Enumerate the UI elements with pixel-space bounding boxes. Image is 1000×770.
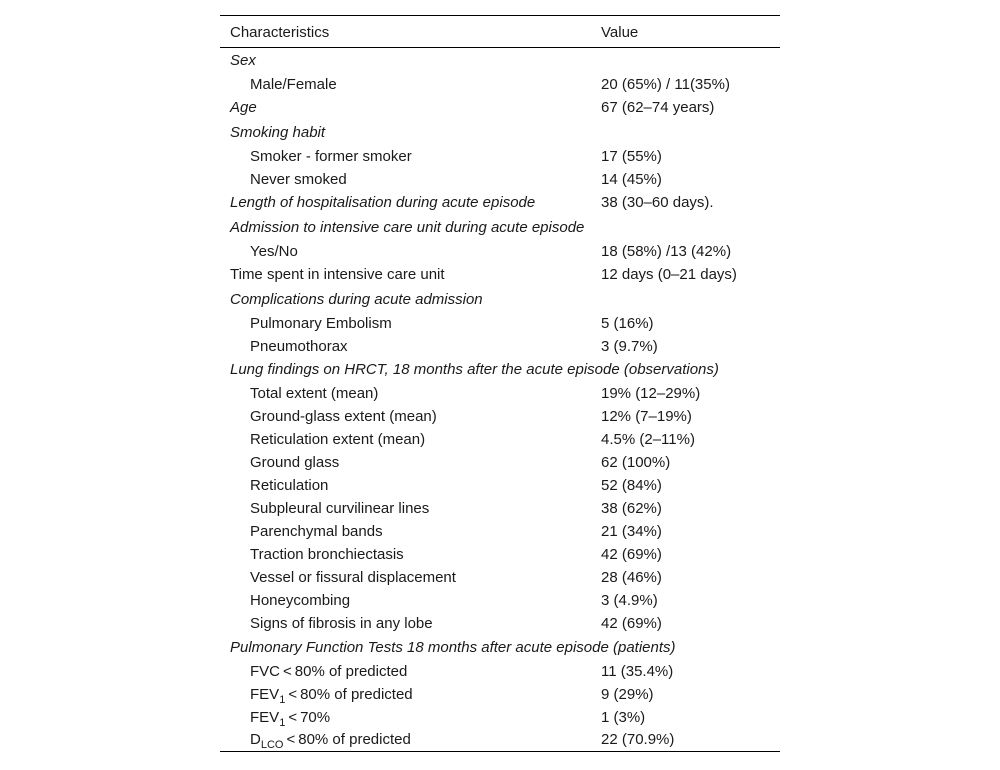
row-value: 4.5% (2–11%) bbox=[601, 431, 695, 448]
row-label: Male/Female bbox=[250, 75, 337, 93]
row-value bbox=[591, 287, 780, 312]
table-row bbox=[220, 520, 780, 543]
row-label: Reticulation extent (mean) bbox=[250, 431, 426, 448]
table-row bbox=[220, 729, 780, 752]
row-label: Vessel or fissural displacement bbox=[250, 569, 456, 586]
section-row-icu-time bbox=[220, 263, 780, 288]
row-label: Pulmonary Function Tests 18 months after acute episode (patients) bbox=[230, 638, 676, 656]
row-value: 17 (55%) bbox=[601, 147, 662, 165]
table-row bbox=[220, 240, 780, 263]
row-value: 9 (29%) bbox=[601, 685, 654, 703]
label-main: FEV bbox=[250, 685, 280, 703]
table-row bbox=[220, 474, 780, 497]
row-label: Reticulation bbox=[250, 477, 329, 494]
row-label: FVC < 80% of predicted bbox=[250, 662, 408, 680]
row-label: Total extent (mean) bbox=[250, 385, 379, 402]
row-value: 3 (9.7%) bbox=[601, 337, 658, 355]
section-row-complications bbox=[220, 287, 780, 312]
table-row bbox=[220, 660, 780, 683]
row-value bbox=[591, 215, 780, 240]
row-label: Honeycombing bbox=[250, 592, 351, 609]
row-value: 14 (45%) bbox=[601, 170, 662, 188]
row-label: Admission to intensive care unit during acute episode bbox=[230, 218, 585, 236]
row-value: 62 (100%) bbox=[601, 454, 671, 471]
row-value: 3 (4.9%) bbox=[601, 592, 658, 609]
label-rest: < 80% of predicted bbox=[285, 685, 413, 703]
row-value: 42 (69%) bbox=[601, 615, 662, 632]
label-rest: < 80% of predicted bbox=[283, 731, 411, 749]
section-row-sex bbox=[220, 48, 780, 73]
section-row-hospitalisation bbox=[220, 191, 780, 216]
table-row bbox=[220, 168, 780, 191]
section-row-age bbox=[220, 96, 780, 121]
row-label: Pulmonary Embolism bbox=[250, 314, 392, 332]
row-label: Smoking habit bbox=[230, 123, 326, 141]
table-header bbox=[220, 16, 780, 48]
section-row-pft bbox=[220, 635, 780, 660]
row-label bbox=[220, 706, 591, 729]
row-label: Signs of fibrosis in any lobe bbox=[250, 615, 433, 632]
row-value: 11 (35.4%) bbox=[601, 662, 674, 680]
row-label: Ground glass bbox=[250, 454, 340, 471]
table-row bbox=[220, 451, 780, 474]
row-label: Complications during acute admission bbox=[230, 290, 483, 308]
row-value: 22 (70.9%) bbox=[601, 731, 675, 749]
table-row bbox=[220, 312, 780, 335]
row-label: Traction bronchiectasis bbox=[250, 546, 404, 563]
row-value: 1 (3%) bbox=[601, 708, 646, 726]
characteristics-table bbox=[220, 15, 780, 752]
row-label: Length of hospitalisation during acute episode bbox=[230, 194, 536, 212]
table-row bbox=[220, 543, 780, 566]
row-value: 67 (62–74 years) bbox=[601, 99, 715, 117]
header-characteristics: Characteristics bbox=[230, 23, 330, 41]
row-value: 42 (69%) bbox=[601, 546, 662, 563]
label-subscript: LCO bbox=[260, 739, 284, 752]
section-row-hrct bbox=[220, 358, 780, 383]
row-label: Age bbox=[230, 99, 257, 117]
table-row bbox=[220, 706, 780, 729]
row-label: Pneumothorax bbox=[250, 337, 348, 355]
row-value: 52 (84%) bbox=[601, 477, 662, 494]
table-row bbox=[220, 589, 780, 612]
table-row bbox=[220, 73, 780, 96]
row-value: 18 (58%) /13 (42%) bbox=[601, 242, 732, 260]
section-row-smoking bbox=[220, 120, 780, 145]
row-value: 19% (12–29%) bbox=[601, 385, 701, 402]
characteristics-table-container bbox=[220, 15, 780, 752]
row-label: Subpleural curvilinear lines bbox=[250, 500, 430, 517]
row-label bbox=[220, 683, 591, 706]
row-label: Smoker - former smoker bbox=[250, 147, 412, 165]
row-label bbox=[220, 729, 591, 752]
row-value bbox=[591, 48, 780, 73]
row-label: Ground-glass extent (mean) bbox=[250, 408, 437, 425]
row-value bbox=[591, 120, 780, 145]
row-value: 12% (7–19%) bbox=[601, 408, 692, 425]
table-row bbox=[220, 497, 780, 520]
row-label: Parenchymal bands bbox=[250, 523, 383, 540]
label-subscript: 1 bbox=[279, 716, 286, 729]
table-row bbox=[220, 382, 780, 405]
label-main: D bbox=[250, 731, 261, 749]
row-label: Lung findings on HRCT, 18 months after the acute episode (observations) bbox=[230, 361, 719, 379]
label-rest: < 70% bbox=[285, 708, 331, 726]
table-row bbox=[220, 405, 780, 428]
row-value: 20 (65%) / 11(35%) bbox=[601, 75, 730, 93]
row-value: 5 (16%) bbox=[601, 314, 654, 332]
header-value: Value bbox=[601, 23, 639, 41]
table-row bbox=[220, 683, 780, 706]
row-value: 38 (62%) bbox=[601, 500, 662, 517]
table-row bbox=[220, 566, 780, 589]
row-value: 12 days (0–21 days) bbox=[601, 266, 737, 284]
row-value: 38 (30–60 days). bbox=[601, 194, 714, 212]
section-row-icu-admission bbox=[220, 215, 780, 240]
row-label: Time spent in intensive care unit bbox=[230, 266, 445, 284]
header-row bbox=[220, 16, 780, 48]
row-value: 21 (34%) bbox=[601, 523, 662, 540]
row-value: 28 (46%) bbox=[601, 569, 662, 586]
table-row bbox=[220, 428, 780, 451]
table-row bbox=[220, 335, 780, 358]
label-subscript: 1 bbox=[279, 693, 286, 706]
row-label: Sex bbox=[230, 51, 256, 69]
row-label: Never smoked bbox=[250, 170, 347, 188]
table-row bbox=[220, 145, 780, 168]
label-main: FEV bbox=[250, 708, 280, 726]
table-row bbox=[220, 612, 780, 635]
table-body bbox=[220, 48, 780, 752]
row-label: Yes/No bbox=[250, 242, 298, 260]
